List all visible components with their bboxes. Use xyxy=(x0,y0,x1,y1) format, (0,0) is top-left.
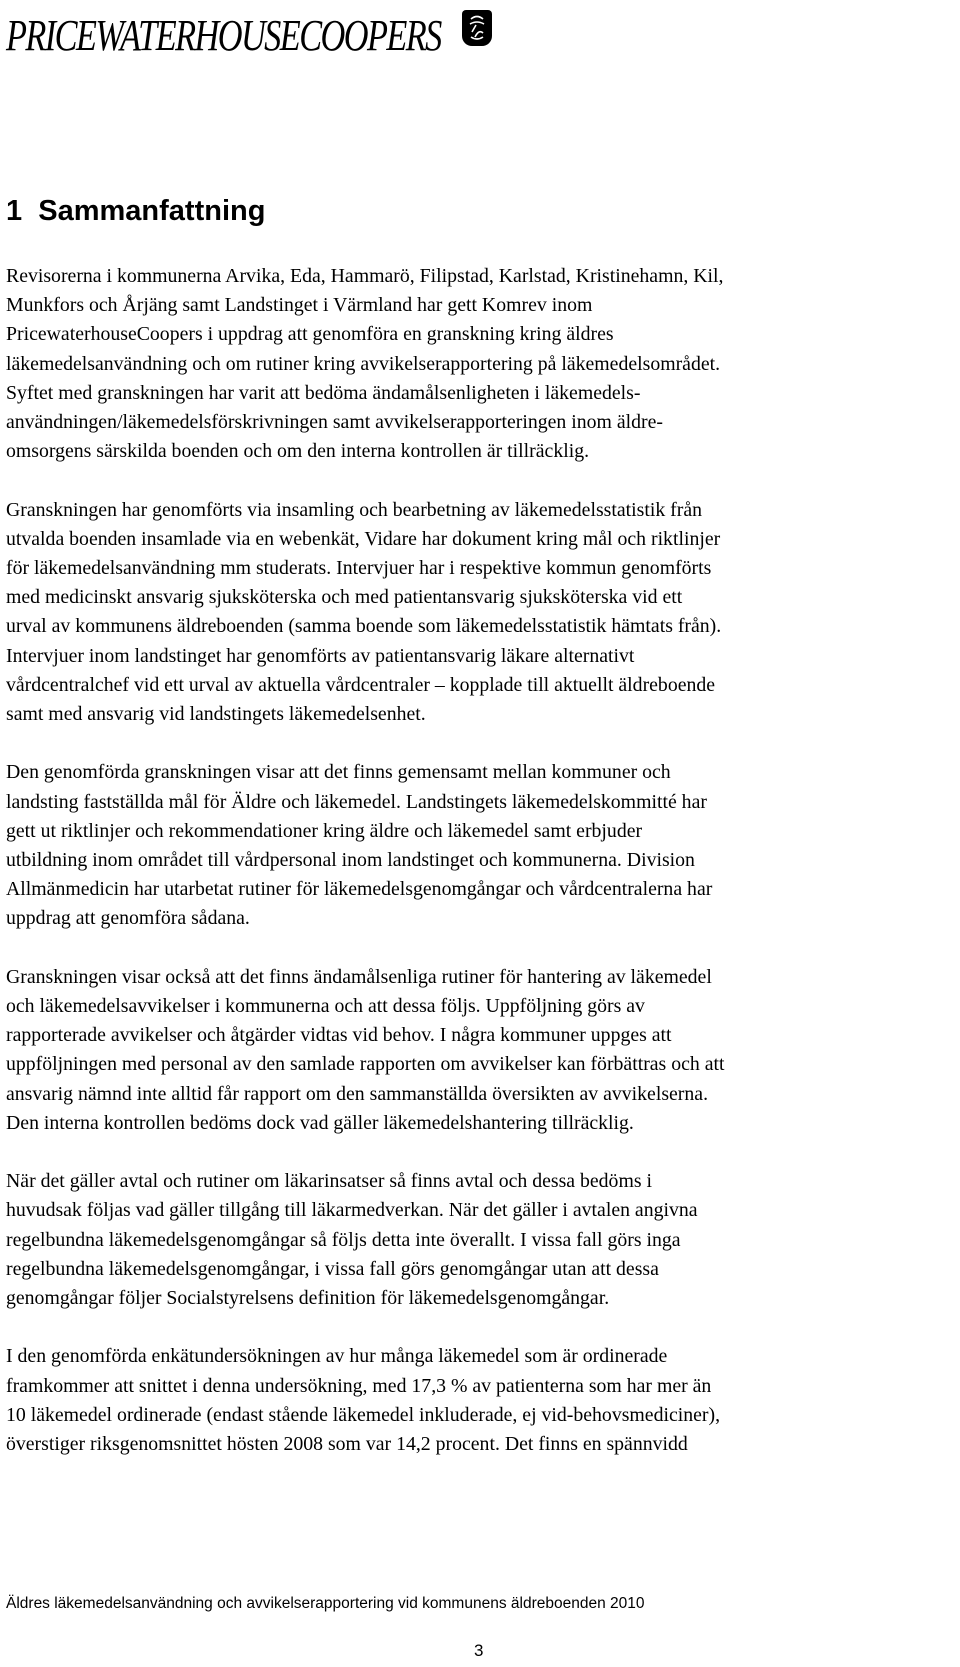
text-line: samt med ansvarig vid landstingets läkemedelsenhet. xyxy=(6,703,426,726)
text-line: vårdcentralchef vid ett urval av aktuella vårdcentraler – kopplade till aktuellt äldreboende xyxy=(6,673,716,696)
paragraph xyxy=(6,496,954,730)
paragraph xyxy=(6,1342,954,1459)
text-line: landsting fastställda mål för Äldre och läkemedel. Landstingets läkemedelskommitté har xyxy=(6,790,707,813)
text-line: användningen/läkemedelsförskrivningen samt avvikelserapporteringen inom äldre- xyxy=(6,411,663,434)
text-line: omsorgens särskilda boenden och om den interna kontrollen är tillräcklig. xyxy=(6,440,590,463)
logo-wordmark: PRICEWATERHOUSECOOPERS xyxy=(6,11,441,60)
paragraph xyxy=(6,963,954,1138)
paragraph xyxy=(6,262,954,466)
page-number: 3 xyxy=(474,1641,484,1660)
text-line: huvudsak följas vad gäller tillgång till läkarmedverkan. När det gäller i avtalen angivna xyxy=(6,1199,698,1222)
text-line: regelbundna läkemedelsgenomgångar, i vissa fall görs genomgångar utan att dessa xyxy=(6,1257,659,1280)
text-line: Granskningen visar också att det finns ändamålsenliga rutiner för hantering av läkemedel xyxy=(6,965,712,988)
text-line: Den genomförda granskningen visar att det finns gemensamt mellan kommuner och xyxy=(6,761,671,784)
text-line: utbildning inom området till vårdpersonal inom landstinget och kommunerna. Division xyxy=(6,849,695,872)
text-line: regelbundna läkemedelsgenomgångar så följs detta inte överallt. I vissa fall görs inga xyxy=(6,1228,681,1251)
text-line: uppdrag att genomföra sådana. xyxy=(6,907,250,930)
text-line: Allmänmedicin har utarbetat rutiner för läkemedelsgenomgångar och vårdcentralerna har xyxy=(6,878,713,901)
text-line: När det gäller avtal och rutiner om läkarinsatser så finns avtal och dessa bedöms i xyxy=(6,1170,652,1193)
text-line: 10 läkemedel ordinerade (endast stående läkemedel inkluderade, ej vid-behovsmediciner), xyxy=(6,1403,721,1426)
text-line: Granskningen har genomförts via insamling och bearbetning av läkemedelsstatistik från xyxy=(6,498,702,521)
section-number: 1 xyxy=(6,195,23,227)
text-line: och läkemedelsavvikelser i kommunerna och att dessa följs. Uppföljning görs av xyxy=(6,995,645,1018)
text-line: I den genomförda enkätundersökningen av hur många läkemedel som är ordinerade xyxy=(6,1345,668,1368)
text-line: läkemedelsanvändning och om rutiner kring avvikelserapportering på läkemedelsområdet. xyxy=(6,352,721,375)
paragraph xyxy=(6,1167,954,1313)
text-line: för läkemedelsanvändning mm studerats. Intervjuer har i respektive kommun genomförts xyxy=(6,557,712,580)
text-line: utvalda boenden insamlade via en webenkät, Vidare har dokument kring mål och riktlinjer xyxy=(6,527,721,550)
seal-icon xyxy=(462,10,492,46)
text-line: Revisorerna i kommunerna Arvika, Eda, Hammarö, Filipstad, Karlstad, Kristinehamn, Kil, xyxy=(6,265,724,287)
page-footer: Äldres läkemedelsanvändning och avvikelserapportering vid kommunens äldreboenden 2010 xyxy=(6,1595,645,1612)
text-line: uppföljningen med personal av den samlade rapporten om avvikelser kan förbättras och att xyxy=(6,1053,725,1076)
text-line: med medicinskt ansvarig sjuksköterska och med patientansvarig sjuksköterska vid ett xyxy=(6,586,683,609)
text-line: överstiger riksgenomsnittet hösten 2008 som var 14,2 procent. Det finns en spännvidd xyxy=(6,1433,688,1456)
text-line: genomgångar följer Socialstyrelsens definition för läkemedelsgenomgångar. xyxy=(6,1287,610,1310)
body-text xyxy=(6,262,954,1459)
text-line: framkommer att snittet i denna undersökning, med 17,3 % av patienterna som har mer än xyxy=(6,1374,712,1397)
text-line: Munkfors och Årjäng samt Landstinget i Värmland har gett Komrev inom xyxy=(6,294,593,317)
text-line: ansvarig nämnd inte alltid får rapport om den sammanställda översikten av avvikelserna. xyxy=(6,1082,709,1105)
text-line: rapporterade avvikelser och åtgärder vidtas vid behov. I några kommuner uppges att xyxy=(6,1024,672,1047)
section-heading xyxy=(6,192,265,230)
section-title: Sammanfattning xyxy=(38,195,266,227)
text-line: gett ut riktlinjer och rekommendationer kring äldre och läkemedel samt erbjuder xyxy=(6,819,643,842)
text-line: Den interna kontrollen bedöms dock vad gäller läkemedelshantering tillräcklig. xyxy=(6,1111,634,1134)
text-line: urval av kommunens äldreboenden (samma boende som läkemedelsstatistik hämtats från). xyxy=(6,615,722,638)
text-line: Syftet med granskningen har varit att bedöma ändamålsenligheten i läkemedels- xyxy=(6,381,641,404)
paragraph xyxy=(6,758,954,933)
text-line: PricewaterhouseCoopers i uppdrag att genomföra en granskning kring äldres xyxy=(6,323,614,346)
text-line: Intervjuer inom landstinget har genomförts av patientansvarig läkare alternativt xyxy=(6,644,635,667)
